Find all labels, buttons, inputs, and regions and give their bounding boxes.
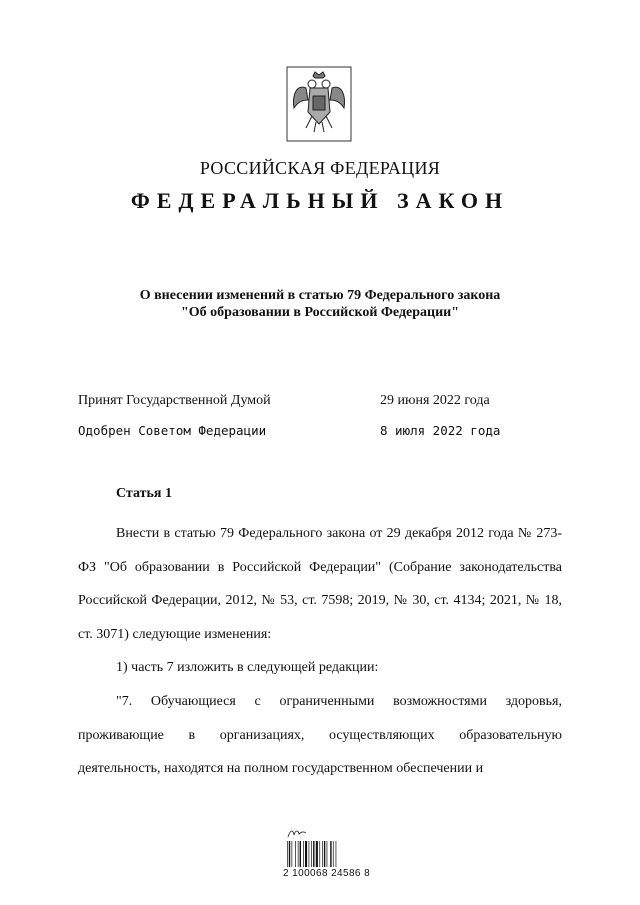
- barcode-number: 2 100068 24586 8: [283, 868, 371, 879]
- law-subject: [0, 287, 640, 321]
- barcode-icon: [286, 841, 356, 867]
- approval-label: Одобрен Советом Федерации: [78, 423, 267, 438]
- adoption-date: 29 июня 2022 года: [380, 393, 490, 408]
- document-type-title: ФЕДЕРАЛЬНЫЙ ЗАКОН: [130, 188, 510, 213]
- article-paragraph: "7. Обучающиеся с ограниченными возможностями здоровья, проживающие в организациях, осуществляющих образовательную деятельность, находятся на полном государственном обеспечении и: [78, 693, 562, 777]
- article-paragraph: Внести в статью 79 Федерального закона от 29 декабря 2012 года № 273-ФЗ "Об образовании в Российской Федерации" (Собрание законодательства Российской Федерации, 2012, № 53, ст. 7598; 2019, № 30, ст. 4134; 2021, № 18, ст. 3071) следующие изменения:: [78, 526, 562, 642]
- coat-of-arms-icon: [286, 66, 352, 142]
- law-subject-line-1: О внесении изменений в статью 79 Федерального закона: [139, 288, 501, 303]
- article-paragraph: 1) часть 7 изложить в следующей редакции:: [116, 660, 379, 676]
- article-title: Статья 1: [116, 486, 172, 501]
- law-subject-line-2: "Об образовании в Российской Федерации": [181, 305, 459, 320]
- adoption-label: Принят Государственной Думой: [78, 393, 271, 408]
- country-title: РОССИЙСКАЯ ФЕДЕРАЦИЯ: [199, 158, 441, 178]
- approval-date: 8 июля 2022 года: [380, 423, 501, 438]
- handwritten-initials-icon: [286, 826, 308, 840]
- article-body: [78, 517, 562, 786]
